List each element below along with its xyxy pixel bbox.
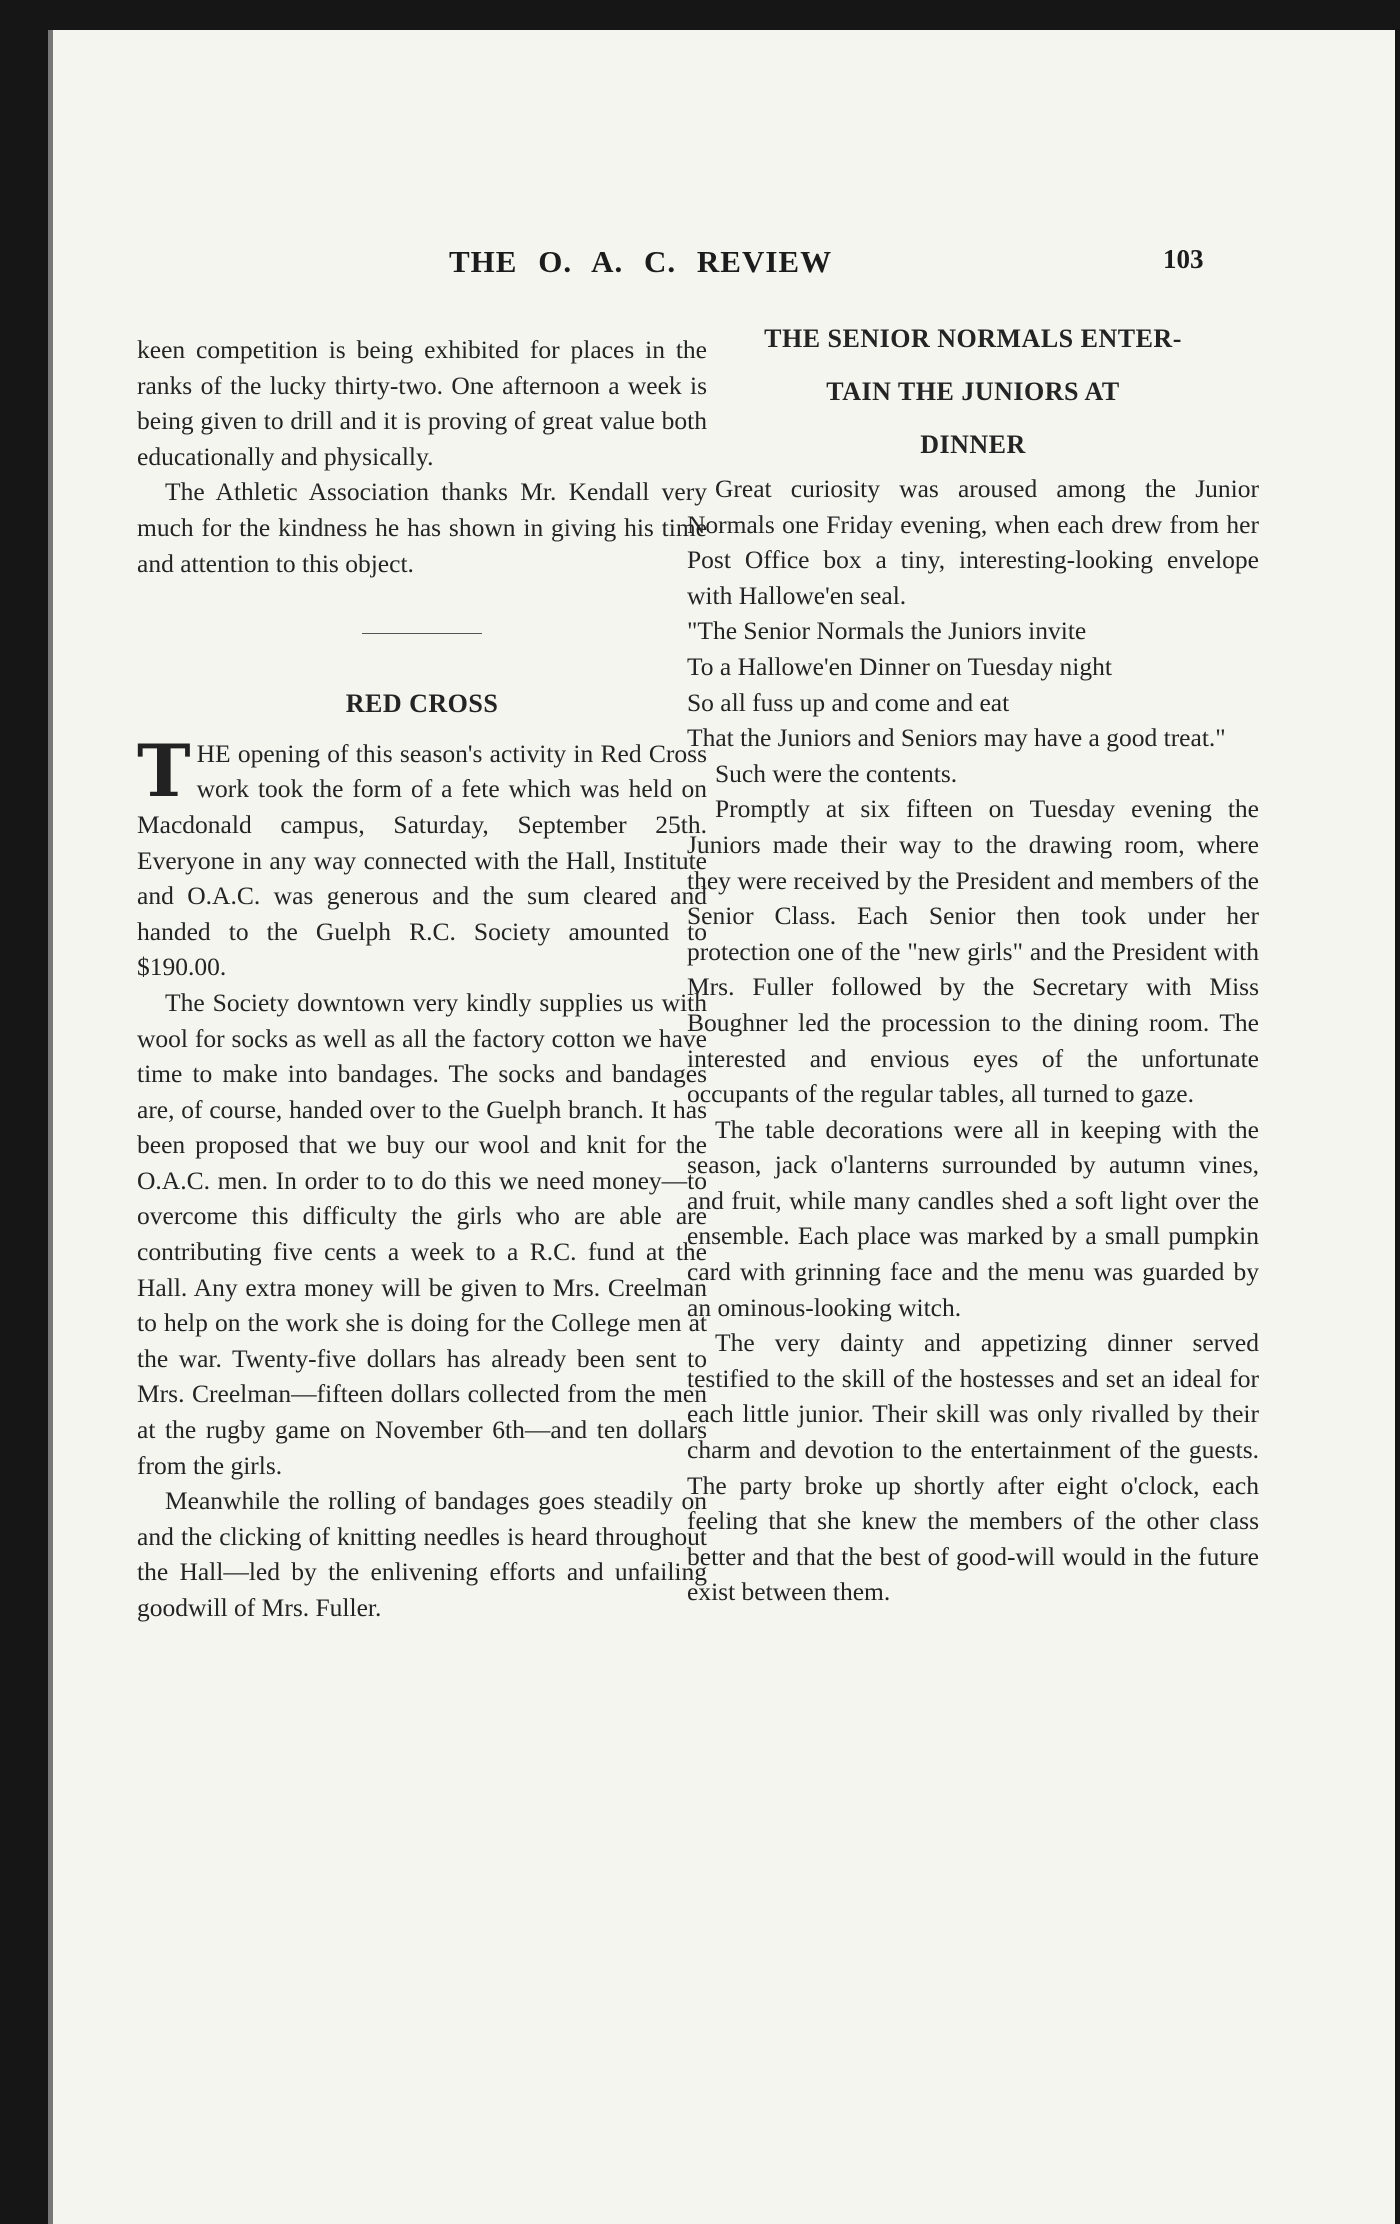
paragraph: Great curiosity was aroused among the Junior Normals one Friday evening, when each drew from her Post Office box a tiny, interesting-looking envelope with Hallowe'en seal. xyxy=(687,474,1259,610)
left-column xyxy=(137,332,707,1626)
page-number: 103 xyxy=(1163,244,1204,274)
paragraph: The Athletic Association thanks Mr. Kendall very much for the kindness he has shown in giving his time and attention to this object. xyxy=(137,477,707,578)
verse-line: "The Senior Normals the Juniors invite xyxy=(687,616,1087,646)
verse-line: To a Hallowe'en Dinner on Tuesday night xyxy=(687,651,1112,681)
article-title-line: DINNER xyxy=(920,430,1026,459)
article-title-line: TAIN THE JUNIORS AT xyxy=(826,377,1120,406)
page xyxy=(48,30,1395,2224)
article-title-line: THE SENIOR NORMALS ENTER- xyxy=(764,324,1182,353)
verse-line: So all fuss up and come and eat xyxy=(687,687,1010,717)
paragraph: The table decorations were all in keeping with the season, jack o'lanterns surrounded by autumn vines, and fruit, while many candles shed a soft light over the ensemble. Each place was marked by a small pumpkin card with grinning face and the menu was guarded by an ominous-looking witch. xyxy=(687,1114,1259,1322)
invitation-verse xyxy=(687,613,1259,755)
paragraph: keen competition is being exhibited for places in the ranks of the lucky thirty-two. One afternoon a week is being given to drill and it is proving of great value both educationally and physically. xyxy=(137,335,707,471)
paragraph: The Society downtown very kindly supplies us with wool for socks as well as all the factory cotton we have time to make into bandages. The socks and bandages are, of course, handed over to the Guelph branch. It has been proposed that we buy our wool and knit for the O.A.C. men. In order to to do this we need money—to overcome this difficulty the girls who are able are contributing five cents a week to a R.C. fund at the Hall. Any extra money will be given to Mrs. Creelman to help on the work she is doing for the College men at the war. Twenty-five dollars has already been sent to Mrs. Creelman—fifteen dollars collected from the men at the rugby game on November 6th—and ten dollars from the girls. xyxy=(137,987,707,1480)
section-divider xyxy=(362,633,482,634)
right-column xyxy=(687,324,1259,1610)
paragraph-text: HE opening of this season's activity in Red Cross work took the form of a fete which was held on Macdonald campus, Saturday, September 25th. Everyone in any way connected with the Hall, Institute and O.A.C. was generous and the sum cleared and handed to the Guelph R.C. Society amounted to $190.00. xyxy=(137,738,707,982)
verse-line: That the Juniors and Seniors may have a good treat." xyxy=(687,723,1226,753)
section-title-red-cross: RED CROSS xyxy=(345,689,499,719)
journal-title: THE O. A. C. REVIEW xyxy=(449,244,833,279)
article-title xyxy=(687,312,1259,471)
paragraph: Such were the contents. xyxy=(715,758,958,788)
paragraph: Promptly at six fifteen on Tuesday evening the Juniors made their way to the drawing room, where they were received by the President and members of the Senior Class. Each Senior then took under her protection one of the "new girls" and the President with Mrs. Fuller followed by the Secretary with Miss Boughner led the procession to the dining room. The interested and envious eyes of the unfortunate occupants of the regular tables, all turned to gaze. xyxy=(687,794,1259,1109)
paragraph: Meanwhile the rolling of bandages goes steadily on and the clicking of knitting needles is heard throughout the Hall—led by the enlivening efforts and unfailing goodwill of Mrs. Fuller. xyxy=(137,1486,707,1622)
paragraph: The very dainty and appetizing dinner served testified to the skill of the hostesses and set an ideal for each little junior. Their skill was only rivalled by their charm and devotion to the entertainment of the guests. The party broke up shortly after eight o'clock, each feeling that she knew the members of the other class better and that the best of good-will would in the future exist between them. xyxy=(687,1328,1259,1607)
dropcap-paragraph xyxy=(137,727,707,985)
drop-cap: T xyxy=(137,727,191,813)
